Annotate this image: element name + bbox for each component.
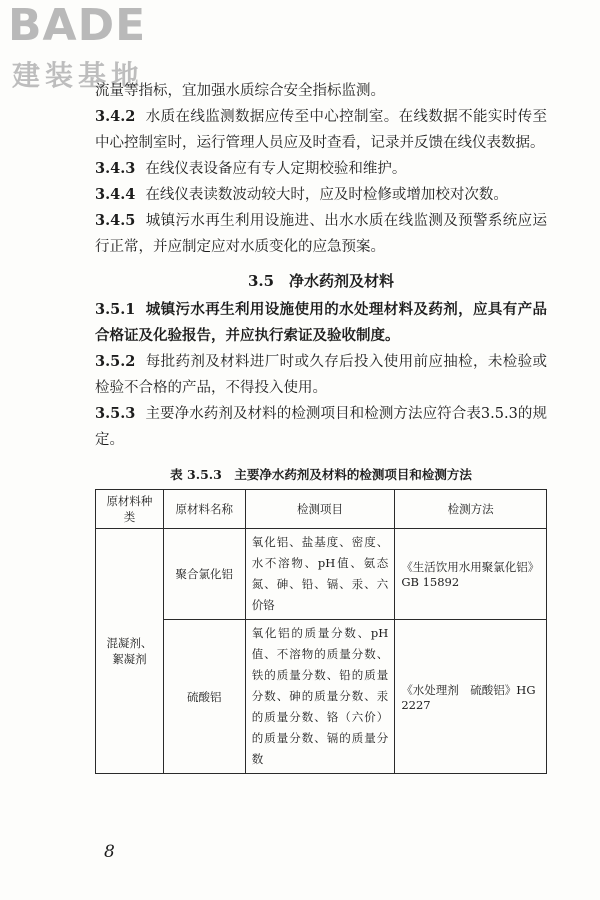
header-category: 原材料种类 (96, 490, 164, 529)
clause-text: 水质在线监测数据应传至中心控制室。在线数据不能实时传至中心控制室时，运行管理人员应及时查看，记录并反馈在线仪表数据。 (95, 109, 547, 151)
material-name-cell: 硫酸铝 (163, 620, 245, 774)
clause-3-4-4 (95, 182, 547, 208)
clause-text: 城镇污水再生利用设施进、出水水质在线监测及预警系统应运行正常，并应制定应对水质变化的应急预案。 (95, 213, 547, 255)
clause-number: 3.4.3 (95, 160, 136, 177)
clause-number: 3.5.3 (95, 405, 136, 422)
material-name-cell: 聚合氯化铝 (163, 529, 245, 620)
page-content (95, 78, 547, 774)
clause-number: 3.5.2 (95, 353, 136, 370)
clause-3-4-3 (95, 156, 547, 182)
materials-table (95, 489, 547, 774)
clause-3-5-1 (95, 297, 547, 349)
table-row (96, 529, 547, 620)
header-name: 原材料名称 (163, 490, 245, 529)
clause-3-5-2 (95, 349, 547, 401)
clause-number: 3.4.4 (95, 186, 136, 203)
table-caption: 表 3.5.3 主要净水药剂及材料的检测项目和检测方法 (170, 467, 472, 482)
header-items: 检测项目 (245, 490, 395, 529)
clause-number: 3.5.1 (95, 301, 136, 318)
category-cell: 混凝剂、絮凝剂 (96, 529, 164, 774)
clause-number: 3.4.2 (95, 108, 136, 125)
table-row (96, 620, 547, 774)
clause-number: 3.4.5 (95, 212, 136, 229)
test-method-cell: 《水处理剂 硫酸铝》HG 2227 (395, 620, 547, 774)
paragraph-continuation: 流量等指标，宜加强水质综合安全指标监测。 (95, 83, 385, 99)
watermark-subtitle: 建装基地 (12, 59, 145, 92)
clause-3-5-3 (95, 401, 547, 453)
page-number: 8 (104, 842, 115, 862)
section-title: 3.5 净水药剂及材料 (247, 272, 395, 290)
watermark-brand: BADE (8, 0, 147, 51)
clause-3-4-5 (95, 208, 547, 260)
clause-text: 主要净水药剂及材料的检测项目和检测方法应符合表3.5.3的规定。 (95, 406, 547, 448)
test-items-cell: 氧化铝、盐基度、密度、水不溶物、pH值、氨态氮、砷、铅、镉、汞、六价铬 (245, 529, 395, 620)
header-method: 检测方法 (395, 490, 547, 529)
test-method-cell: 《生活饮用水用聚氯化铝》GB 15892 (395, 529, 547, 620)
clause-3-4-2 (95, 104, 547, 156)
test-items-cell: 氧化铝的质量分数、pH值、不溶物的质量分数、铁的质量分数、铅的质量分数、砷的质量分数、汞的质量分数、铬（六价）的质量分数、镉的质量分数 (245, 620, 395, 774)
clause-text: 在线仪表读数波动较大时，应及时检修或增加校对次数。 (145, 187, 508, 203)
clause-text: 在线仪表设备应有专人定期校验和维护。 (145, 161, 407, 177)
clause-text: 城镇污水再生利用设施使用的水处理材料及药剂，应具有产品合格证及化验报告，并应执行索证及验收制度。 (95, 301, 547, 344)
table-header-row (96, 490, 547, 529)
clause-text: 每批药剂及材料进厂时或久存后投入使用前应抽检，未检验或检验不合格的产品，不得投入使用。 (95, 354, 547, 396)
